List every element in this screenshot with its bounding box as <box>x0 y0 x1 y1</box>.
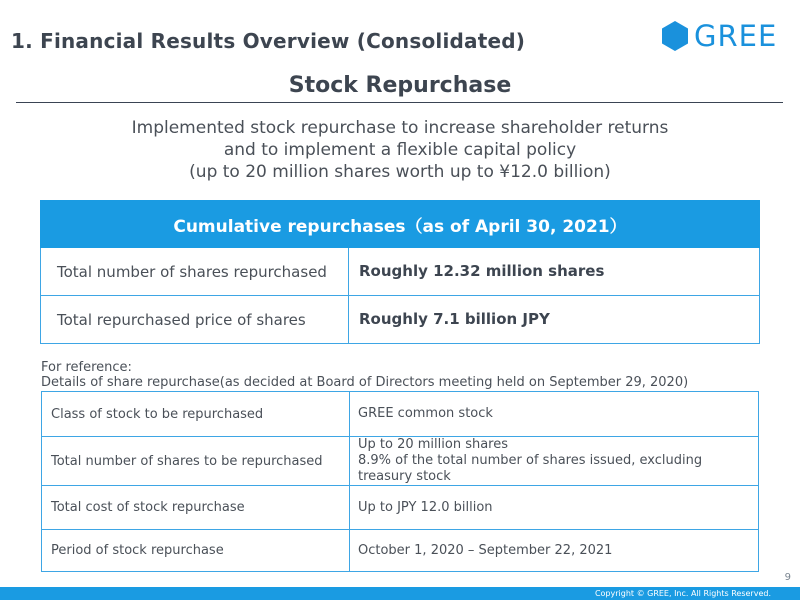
gree-logo <box>661 20 777 52</box>
reference-row <box>42 436 758 485</box>
reference-row-label: Total number of shares to be repurchased <box>42 437 350 485</box>
intro-text <box>0 117 800 183</box>
reference-row-label: Total cost of stock repurchase <box>42 486 350 529</box>
reference-row <box>42 529 758 571</box>
reference-row-value <box>350 530 758 571</box>
copyright-text: Copyright © GREE, Inc. All Rights Reserved. <box>594 589 771 598</box>
intro-line: Implemented stock repurchase to increase shareholder returns <box>131 118 669 138</box>
hexagon-logo-icon <box>661 21 689 51</box>
cumulative-row-value: Roughly 12.32 million shares <box>359 262 605 280</box>
reference-table <box>41 391 759 572</box>
reference-value-line: Up to 20 million shares <box>358 437 509 452</box>
reference-note-line: For reference: <box>41 360 132 375</box>
intro-line: and to implement a flexible capital policy <box>223 140 577 160</box>
logo-text: GREE <box>694 19 778 53</box>
reference-row-value <box>350 486 758 529</box>
reference-row <box>42 485 758 529</box>
reference-value-line: treasury stock <box>358 469 451 484</box>
cumulative-row-label: Total number of shares repurchased <box>41 248 349 295</box>
intro-line: (up to 20 million shares worth up to ¥12.0 billion) <box>189 162 611 182</box>
cumulative-row-label: Total repurchased price of shares <box>41 296 349 343</box>
cumulative-row <box>40 296 760 344</box>
reference-value-line: Up to JPY 12.0 billion <box>358 499 493 515</box>
reference-row-value <box>350 392 758 436</box>
page-number: 9 <box>784 572 791 583</box>
cumulative-row-value: Roughly 7.1 billion JPY <box>359 310 550 328</box>
reference-value-line: October 1, 2020 – September 22, 2021 <box>358 542 613 558</box>
reference-row <box>42 392 758 436</box>
cumulative-row <box>40 248 760 296</box>
slide-title: Stock Repurchase <box>288 73 512 98</box>
cumulative-table-header: Cumulative repurchases（as of April 30, 2021） <box>40 200 760 248</box>
reference-value-line: 8.9% of the total number of shares issued, excluding <box>358 453 703 468</box>
reference-row-label: Class of stock to be repurchased <box>42 392 350 436</box>
reference-value-line: GREE common stock <box>358 406 493 421</box>
reference-note-line: Details of share repurchase(as decided at Board of Directors meeting held on September 29, 2020) <box>41 375 689 390</box>
reference-row-label: Period of stock repurchase <box>42 530 350 571</box>
reference-row-value <box>350 437 758 485</box>
footer-bar <box>0 587 800 600</box>
reference-note <box>41 360 688 390</box>
section-title: 1. Financial Results Overview (Consolidated) <box>11 29 526 53</box>
title-divider <box>16 102 783 103</box>
